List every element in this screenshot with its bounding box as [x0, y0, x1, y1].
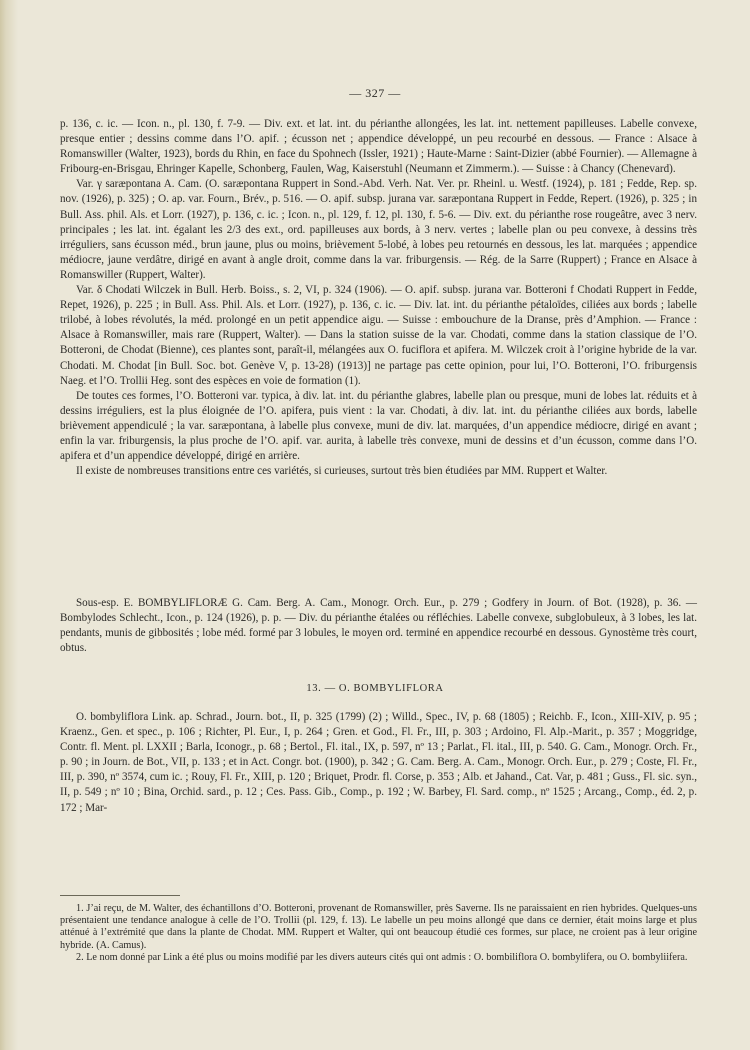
paragraph-subsp-bombyliflorae: Sous-esp. E. BOMBYLIFLORÆ G. Cam. Berg. A. Cam., Monogr. Orch. Eur., p. 279 ; Godfery in Journ. of Bot. (1928), p. 36. — Bombylodes Schlecht., Icon., p. 124 (1926), p. p. — Div. du périanthe étalées ou réfléchies. Labelle convexe, subglobuleux, à 3 lobes, les lat. pendants, munis de gibbosités ; lobe méd. formé par 3 lobules, le moyen ord. terminé en appendice recourbé en dessous. Gynostème très court, obtus.	[60, 597, 697, 655]
body-block-bombyliflora	[60, 710, 697, 816]
body-block-varieties	[60, 117, 697, 479]
body-block-subspecies	[60, 596, 697, 656]
paragraph-var-saraepontana: Var. γ saræpontana A. Cam. (O. saræpontana Ruppert in Sond.-Abd. Verh. Nat. Ver. pr. Rheinl. u. Westf. (1924), p. 181 ; Fedde, Rep. sp. nov. (1926), p. 325) ; O. ap. var. Fourn., Brév., p. 516. — O. apif. subsp. jurana var. saræpontana Ruppert in Fedde, Repert. (1926), p. 325 ; in Bull. Ass. phil. Als. et Lorr. (1927), p. 136, c. ic. ; Icon. n., pl. 129, f. 12, pl. 130, f. 5-6. — Div. ext. du périanthe rose rougeâtre, avec 3 nerv. principales ; les lat. int. égalant les 2/3 des ext., ord. papilleuses aux bords, à 3 nerv. vertes ; labelle plan ou peu convexe, à dessins très irréguliers, sans écusson méd., brun jaune, plus ou moins, brièvement 5-lobé, à lobes peu retournés en dessous, les lat. marquées ; appendice médiocre, jaune verdâtre, dirigé en avant à angle droit, comme dans la var. friburgensis. — Rég. de la Sarre (Ruppert) ; France en Alsace à Romanswiller (Ruppert, Walter).	[60, 178, 697, 281]
page-number: — 327 —	[349, 86, 401, 100]
footnotes	[60, 903, 697, 964]
footnote-1: 1. J’ai reçu, de M. Walter, des échantillons d’O. Botteroni, provenant de Romanswiller, près Saverne. Ils ne paraissaient en rien hybrides. Quelques-uns présentaient une tendance analogue à celle de l’O. Trollii (pl. 129, f. 13). Le labelle un peu moins allongé que dans ce dernier, était moins large et plus atténué à l’extrémité que dans la plante de Chodat. MM. Ruppert et Walter, qui ont beaucoup étudié ces formes, sur place, ne croient pas à leur origine hybride. (A. Camus).	[60, 903, 697, 951]
paragraph-transitions: Il existe de nombreuses transitions entre ces variétés, si curieuses, surtout très bien étudiées par MM. Ruppert et Walter.	[76, 465, 608, 478]
section-heading: 13. — O. BOMBYLIFLORA	[306, 683, 444, 694]
footnote-divider	[60, 895, 180, 896]
footnote-2: 2. Le nom donné par Link a été plus ou moins modifié par les divers auteurs cités qui ont admis : O. bombiliflora O. bombylifera, ou O. bombyliifera.	[76, 951, 688, 963]
paragraph-bombyliflora-synonymy: O. bombyliflora Link. ap. Schrad., Journ. bot., II, p. 325 (1799) (2) ; Willd., Spec., IV, p. 68 (1805) ; Reichb. F., Icon., XIII-XIV, p. 95 ; Kraenz., Gen. et spec., p. 106 ; Richter, Pl. Eur., I, p. 264 ; Gren. et God., Fl. Fr., III, p. 303 ; Ardoino, Fl. Alp.-Marit., p. 357 ; Moggridge, Contr. fl. Ment. pl. LXXII ; Barla, Iconogr., p. 68 ; Bertol., Fl. ital., IX, p. 597, nº 13 ; Parlat., Fl. ital., III, p. 540. G. Cam., Monogr. Orch. Fr., p. 90 ; in Journ. de Bot., VII, p. 133 ; et in Act. Congr. bot. (1900), p. 342 ; G. Cam. Berg. A. Cam., Monogr. Orch. Eur., p. 279 ; Coste, Fl. Fr., III, p. 390, nº 3574, cum ic. ; Rouy, Fl. Fr., XIII, p. 120 ; Briquet, Prodr. fl. Corse, p. 353 ; Alb. et Jahand., Cat. Var, p. 481 ; Guss., Fl. sic. syn., II, p. 549 ; nº 10 ; Bina, Orchid. sard., p. 12 ; Ces. Pass. Gib., Comp., p. 192 ; W. Barbey, Fl. Sard. comp., nº 1525 ; Arcang., Comp., éd. 2, p. 172 ; Mar-	[60, 711, 697, 814]
paragraph-forms-summary: De toutes ces formes, l’O. Botteroni var. typica, à div. lat. int. du périanthe glabres, labelle plan ou presque, muni de lobes lat. réduits et à dessins irréguliers, est la plus éloignée de l’O. apifera, puis vient : la var. Chodati, à div. lat. int. du périanthe ciliées aux bords, labelle brièvement appendiculé ; la var. saræpontana, à labelle plus convexe, muni de div. lat. marquées, d’un appendice médiocre, dirigé en avant ; enfin la var. friburgensis, la plus proche de l’O. apif. var. aurita, à labelle très convexe, muni de dessins et d’un écusson, comme dans l’O. apifera et d’un appendice développé, dirigé en arrière.	[60, 389, 697, 463]
paragraph-var-chodati: Var. δ Chodati Wilczek in Bull. Herb. Boiss., s. 2, VI, p. 324 (1906). — O. apif. subsp. jurana var. Botteroni f Chodati Ruppert in Fedde, Repet, 1926), p. 225 ; in Bull. Ass. Phil. Als. et Lorr. (1927), p. 136, c. ic. — Div. lat. int. du périanthe pétaloïdes, ciliées aux bords ; labelle trilobé, à lobes révolutés, la méd. prolongé en un petit appendice aigu. — Suisse : embouchure de la Dranse, près d’Amphion. — France : Alsace à Romanswiller, mais rare (Ruppert, Walter). — Dans la station suisse de la var. Chodati, comme dans la station classique de l’O. Botteroni, de Chodat (Bienne), ces plantes sont, paraît-il, mélangées aux O. fuciflora et apifera. M. Wilczek croit à l’origine hybride de la var. Chodati. M. Chodat [in Bull. Soc. bot. Genève V, p. 13-28) (1913)] ne partage pas cette opinion, pour lui, l’O. Botteroni, l’O. friburgensis Naeg. et l’O. Trollii Heg. sont des espèces en voie de formation (1).	[60, 284, 697, 387]
paragraph-friburgensis-end: p. 136, c. ic. — Icon. n., pl. 130, f. 7-9. — Div. ext. et lat. int. du périanthe allongées, les lat. int. nettement papilleuses. Labelle convexe, presque entier ; dessins comme dans l’O. apif. ; écusson net ; appendice développé, un peu recourbé en dessous. — France : Alsace à Romanswiller (Walter, 1923), bords du Rhin, en face du Spohnech (Issler, 1921) ; Haute-Marne : Saint-Dizier (abbé Fournier). — Allemagne à Fribourg-en-Brisgau, Ehringer Kapelle, Schonberg, Faulen, Wag, Kaiserstuhl (Neumann et Zimmerm.). — Suisse : à Chancy (Chenevard).	[60, 118, 697, 176]
